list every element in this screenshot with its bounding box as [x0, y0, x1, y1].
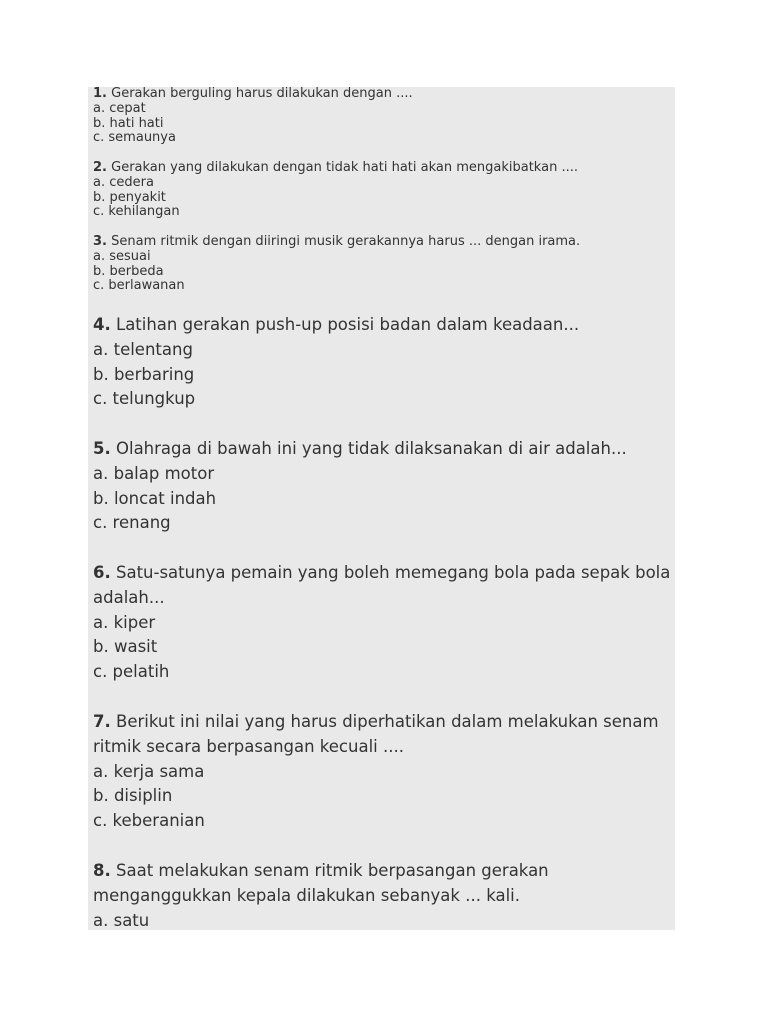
option-b: b. hati hati: [93, 115, 164, 131]
question-text: Saat melakukan senam ritmik berpasangan gerakan menganggukkan kepala dilakukan sebanyak ... kali.: [93, 861, 549, 905]
question-3: [93, 235, 580, 294]
option-c: c. pelatih: [93, 662, 170, 682]
question-number: 7.: [93, 712, 111, 731]
question-4: [93, 313, 673, 412]
option-a: a. balap motor: [93, 463, 215, 483]
option-a: a. kiper: [93, 612, 156, 632]
question-7: [93, 710, 673, 834]
option-c: c. berlawanan: [93, 278, 185, 294]
question-number: 4.: [93, 315, 111, 334]
question-text: Gerakan berguling harus dilakukan dengan ....: [106, 87, 413, 101]
option-a: a. sesuai: [93, 248, 151, 264]
question-8: [93, 859, 673, 930]
option-c: c. keberanian: [93, 811, 205, 831]
question-6-prompt: [93, 561, 673, 611]
question-3-prompt: [93, 235, 580, 250]
question-number: 3.: [93, 234, 107, 249]
option-c: c. kehilangan: [93, 204, 180, 220]
question-text: Senam ritmik dengan diiringi musik gerakannya harus ... dengan irama.: [106, 234, 581, 249]
option-a: a. satu: [93, 910, 150, 930]
question-2: [93, 161, 578, 220]
option-a: a. cedera: [93, 174, 154, 190]
option-c: c. semaunya: [93, 130, 176, 146]
question-4-prompt: [93, 313, 673, 338]
quiz-panel: [88, 87, 675, 930]
option-a: a. kerja sama: [93, 761, 205, 781]
question-number: 2.: [93, 160, 107, 175]
option-b: b. wasit: [93, 637, 158, 657]
question-number: 5.: [93, 439, 111, 458]
question-number: 6.: [93, 563, 111, 582]
option-c: c. telungkup: [93, 389, 196, 409]
option-a: a. telentang: [93, 339, 193, 359]
option-b: b. penyakit: [93, 189, 166, 205]
question-5: [93, 437, 673, 536]
option-b: b. berbeda: [93, 263, 164, 279]
question-1: [93, 87, 413, 146]
question-text: Olahraga di bawah ini yang tidak dilaksanakan di air adalah...: [110, 439, 627, 458]
option-a: a. cepat: [93, 100, 146, 116]
question-6: [93, 561, 673, 685]
question-1-prompt: [93, 87, 413, 102]
option-b: b. berbaring: [93, 364, 195, 384]
question-text: Gerakan yang dilakukan dengan tidak hati hati akan mengakibatkan ....: [106, 160, 578, 175]
question-8-prompt: [93, 859, 673, 909]
question-text: Berikut ini nilai yang harus diperhatikan dalam melakukan senam ritmik secara berpasangan kecuali ....: [93, 712, 659, 756]
option-b: b. loncat indah: [93, 488, 217, 508]
question-number: 1.: [93, 87, 107, 101]
question-2-prompt: [93, 161, 578, 176]
question-text: Satu-satunya pemain yang boleh memegang bola pada sepak bola adalah...: [93, 563, 671, 607]
question-number: 8.: [93, 861, 111, 880]
option-b: b. disiplin: [93, 786, 173, 806]
question-5-prompt: [93, 437, 673, 462]
question-text: Latihan gerakan push-up posisi badan dalam keadaan...: [110, 315, 580, 334]
question-7-prompt: [93, 710, 673, 760]
option-c: c. renang: [93, 513, 171, 533]
